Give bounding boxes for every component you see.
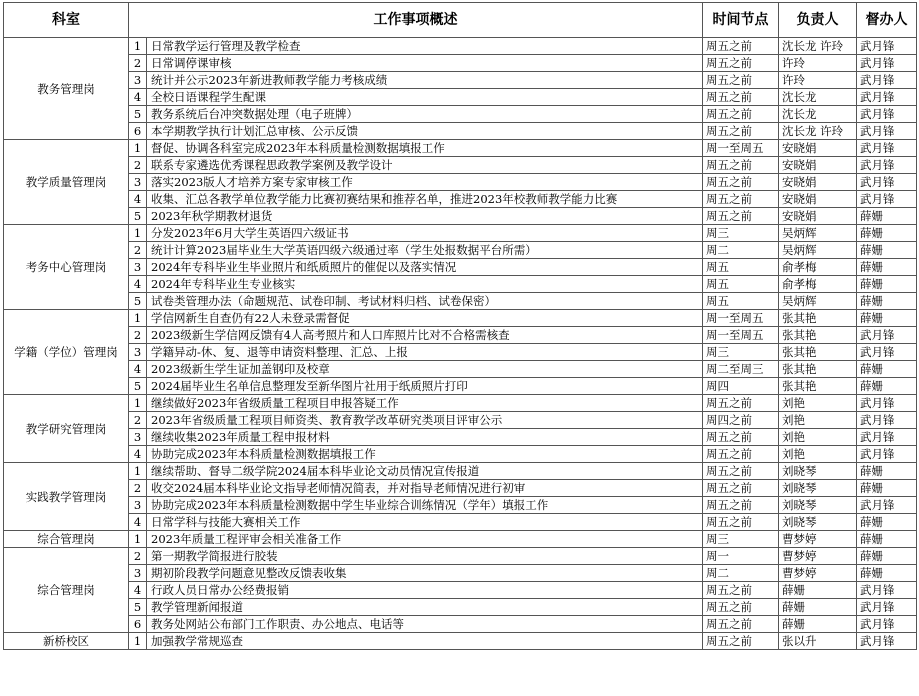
time-node: 周五之前: [703, 174, 779, 191]
row-number: 2: [129, 480, 147, 497]
task-description: 统计并公示2023年新进教师教学能力考核成绩: [147, 72, 703, 89]
time-node: 周二: [703, 565, 779, 582]
owner-name: 曹梦婷: [779, 565, 857, 582]
row-number: 4: [129, 514, 147, 531]
time-node: 周三: [703, 531, 779, 548]
owner-name: 刘晓琴: [779, 463, 857, 480]
supervisor-name: 武月锋: [857, 429, 917, 446]
supervisor-name: 武月锋: [857, 38, 917, 55]
supervisor-name: 薛姗: [857, 242, 917, 259]
table-row: [4, 89, 917, 106]
table-row: [4, 480, 917, 497]
time-node: 周五之前: [703, 497, 779, 514]
table-row: [4, 225, 917, 242]
row-number: 2: [129, 55, 147, 72]
row-number: 3: [129, 259, 147, 276]
owner-name: 沈长龙 许玲: [779, 123, 857, 140]
owner-name: 刘艳: [779, 412, 857, 429]
supervisor-name: 薛姗: [857, 276, 917, 293]
dept-cell: 学籍（学位）管理岗: [4, 310, 129, 395]
time-node: 周二: [703, 242, 779, 259]
task-description: 继续收集2023年质量工程申报材料: [147, 429, 703, 446]
row-number: 3: [129, 344, 147, 361]
supervisor-name: 武月锋: [857, 191, 917, 208]
table-row: [4, 429, 917, 446]
row-number: 5: [129, 106, 147, 123]
table-row: [4, 582, 917, 599]
task-description: 2023级新生学生证加盖钢印及校章: [147, 361, 703, 378]
task-description: 2023级新生学信网反馈有4人高考照片和人口库照片比对不合格需核查: [147, 327, 703, 344]
supervisor-name: 武月锋: [857, 72, 917, 89]
time-node: 周五之前: [703, 123, 779, 140]
supervisor-name: 武月锋: [857, 446, 917, 463]
owner-name: 俞孝梅: [779, 276, 857, 293]
table-row: [4, 548, 917, 565]
supervisor-name: 武月锋: [857, 344, 917, 361]
row-number: 1: [129, 310, 147, 327]
table-row: [4, 412, 917, 429]
owner-name: 俞孝梅: [779, 259, 857, 276]
row-number: 3: [129, 429, 147, 446]
owner-name: 刘晓琴: [779, 497, 857, 514]
table-row: [4, 38, 917, 55]
table-row: [4, 378, 917, 395]
task-description: 教务处网站公布部门工作职责、办公地点、电话等: [147, 616, 703, 633]
owner-name: 许玲: [779, 55, 857, 72]
table-row: [4, 276, 917, 293]
time-node: 周五之前: [703, 633, 779, 650]
table-row: [4, 616, 917, 633]
table-body: [4, 38, 917, 650]
header-supervisor: 督办人: [857, 3, 917, 38]
task-description: 全校日语课程学生配课: [147, 89, 703, 106]
owner-name: 安晓娟: [779, 191, 857, 208]
task-description: 试卷类管理办法（命题规范、试卷印制、考试材料归档、试卷保密）: [147, 293, 703, 310]
table-row: [4, 497, 917, 514]
row-number: 2: [129, 242, 147, 259]
supervisor-name: 武月锋: [857, 616, 917, 633]
row-number: 2: [129, 548, 147, 565]
time-node: 周五之前: [703, 582, 779, 599]
table-row: [4, 293, 917, 310]
row-number: 2: [129, 412, 147, 429]
table-row: [4, 531, 917, 548]
time-node: 周五之前: [703, 191, 779, 208]
time-node: 周五之前: [703, 106, 779, 123]
table-row: [4, 123, 917, 140]
time-node: 周五之前: [703, 38, 779, 55]
task-description: 日常教学运行管理及教学检查: [147, 38, 703, 55]
task-description: 2023年省级质量工程项目师资类、教育教学改革研究类项目评审公示: [147, 412, 703, 429]
owner-name: 薛姗: [779, 616, 857, 633]
table-row: [4, 259, 917, 276]
row-number: 4: [129, 582, 147, 599]
time-node: 周三: [703, 225, 779, 242]
time-node: 周一至周五: [703, 327, 779, 344]
dept-cell: 综合管理岗: [4, 531, 129, 548]
row-number: 1: [129, 225, 147, 242]
owner-name: 薛姗: [779, 582, 857, 599]
dept-cell: 教学研究管理岗: [4, 395, 129, 463]
header-dept: 科室: [4, 3, 129, 38]
table-row: [4, 633, 917, 650]
task-description: 第一期教学简报进行胶装: [147, 548, 703, 565]
task-description: 协助完成2023年本科质量检测数据填报工作: [147, 446, 703, 463]
supervisor-name: 薛姗: [857, 310, 917, 327]
owner-name: 沈长龙 许玲: [779, 38, 857, 55]
owner-name: 安晓娟: [779, 174, 857, 191]
time-node: 周五之前: [703, 599, 779, 616]
owner-name: 张其艳: [779, 327, 857, 344]
row-number: 1: [129, 395, 147, 412]
owner-name: 刘艳: [779, 429, 857, 446]
row-number: 2: [129, 157, 147, 174]
table-row: [4, 157, 917, 174]
supervisor-name: 武月锋: [857, 633, 917, 650]
time-node: 周五之前: [703, 72, 779, 89]
task-description: 学信网新生自查仍有22人未登录需督促: [147, 310, 703, 327]
header-time: 时间节点: [703, 3, 779, 38]
owner-name: 张以升: [779, 633, 857, 650]
supervisor-name: 武月锋: [857, 174, 917, 191]
task-description: 2023年秋学期教材退货: [147, 208, 703, 225]
table-row: [4, 106, 917, 123]
task-description: 2024年专科毕业生毕业照片和纸质照片的催促以及落实情况: [147, 259, 703, 276]
task-description: 学籍异动-休、复、退等申请资料整理、汇总、上报: [147, 344, 703, 361]
row-number: 1: [129, 38, 147, 55]
time-node: 周五之前: [703, 157, 779, 174]
row-number: 2: [129, 327, 147, 344]
row-number: 6: [129, 123, 147, 140]
task-description: 2024年专科毕业生专业核实: [147, 276, 703, 293]
task-description: 督促、协调各科室完成2023年本科质量检测数据填报工作: [147, 140, 703, 157]
task-description: 期初阶段教学问题意见整改反馈表收集: [147, 565, 703, 582]
task-description: 收交2024届本科毕业论文指导老师情况简表，并对指导老师情况进行初审: [147, 480, 703, 497]
task-description: 统计计算2023届毕业生大学英语四级六级通过率（学生处报数据平台所需）: [147, 242, 703, 259]
table-row: [4, 599, 917, 616]
row-number: 4: [129, 361, 147, 378]
supervisor-name: 薛姗: [857, 361, 917, 378]
owner-name: 安晓娟: [779, 157, 857, 174]
dept-cell: 教务管理岗: [4, 38, 129, 140]
owner-name: 薛姗: [779, 599, 857, 616]
row-number: 5: [129, 599, 147, 616]
owner-name: 张其艳: [779, 378, 857, 395]
supervisor-name: 武月锋: [857, 55, 917, 72]
supervisor-name: 薛姗: [857, 225, 917, 242]
supervisor-name: 武月锋: [857, 327, 917, 344]
table-row: [4, 174, 917, 191]
row-number: 1: [129, 531, 147, 548]
time-node: 周五之前: [703, 446, 779, 463]
time-node: 周五之前: [703, 463, 779, 480]
table-row: [4, 55, 917, 72]
owner-name: 沈长龙: [779, 106, 857, 123]
owner-name: 沈长龙: [779, 89, 857, 106]
supervisor-name: 武月锋: [857, 395, 917, 412]
table-row: [4, 327, 917, 344]
owner-name: 刘晓琴: [779, 480, 857, 497]
supervisor-name: 薛姗: [857, 548, 917, 565]
owner-name: 刘晓琴: [779, 514, 857, 531]
time-node: 周五之前: [703, 55, 779, 72]
task-description: 落实2023版人才培养方案专家审核工作: [147, 174, 703, 191]
table-row: [4, 310, 917, 327]
row-number: 3: [129, 497, 147, 514]
owner-name: 吴炳辉: [779, 293, 857, 310]
task-description: 分发2023年6月大学生英语四六级证书: [147, 225, 703, 242]
owner-name: 安晓娟: [779, 208, 857, 225]
task-description: 收集、汇总各教学单位教学能力比赛初赛结果和推荐名单，推进2023年校教师教学能力比赛: [147, 191, 703, 208]
table-row: [4, 344, 917, 361]
supervisor-name: 薛姗: [857, 378, 917, 395]
task-description: 加强教学常规巡查: [147, 633, 703, 650]
dept-cell: 新桥校区: [4, 633, 129, 650]
owner-name: 刘艳: [779, 395, 857, 412]
row-number: 4: [129, 446, 147, 463]
task-description: 协助完成2023年本科质量检测数据中学生毕业综合训练情况（学年）填报工作: [147, 497, 703, 514]
owner-name: 许玲: [779, 72, 857, 89]
owner-name: 张其艳: [779, 310, 857, 327]
owner-name: 曹梦婷: [779, 548, 857, 565]
owner-name: 曹梦婷: [779, 531, 857, 548]
owner-name: 安晓娟: [779, 140, 857, 157]
dept-cell: 教学质量管理岗: [4, 140, 129, 225]
task-description: 本学期教学执行计划汇总审核、公示反馈: [147, 123, 703, 140]
time-node: 周五之前: [703, 89, 779, 106]
task-description: 教务系统后台冲突数据处理（电子班牌）: [147, 106, 703, 123]
table-row: [4, 140, 917, 157]
time-node: 周五: [703, 259, 779, 276]
table-row: [4, 463, 917, 480]
owner-name: 张其艳: [779, 361, 857, 378]
row-number: 4: [129, 191, 147, 208]
task-description: 继续帮助、督导二级学院2024届本科毕业论文动员情况宣传报道: [147, 463, 703, 480]
row-number: 4: [129, 276, 147, 293]
task-description: 教学管理新闻报道: [147, 599, 703, 616]
time-node: 周三: [703, 344, 779, 361]
time-node: 周一: [703, 548, 779, 565]
row-number: 3: [129, 72, 147, 89]
supervisor-name: 武月锋: [857, 123, 917, 140]
time-node: 周四之前: [703, 412, 779, 429]
task-description: 日常调停课审核: [147, 55, 703, 72]
dept-cell: 综合管理岗: [4, 548, 129, 633]
header-task: 工作事项概述: [129, 3, 703, 38]
supervisor-name: 薛姗: [857, 293, 917, 310]
task-description: 2024届毕业生名单信息整理发至新华图片社用于纸质照片打印: [147, 378, 703, 395]
supervisor-name: 武月锋: [857, 157, 917, 174]
supervisor-name: 薛姗: [857, 565, 917, 582]
work-plan-table: [3, 2, 917, 650]
supervisor-name: 武月锋: [857, 582, 917, 599]
header-row: [4, 3, 917, 38]
supervisor-name: 薛姗: [857, 463, 917, 480]
supervisor-name: 薛姗: [857, 259, 917, 276]
owner-name: 吴炳辉: [779, 242, 857, 259]
row-number: 1: [129, 140, 147, 157]
row-number: 3: [129, 174, 147, 191]
supervisor-name: 武月锋: [857, 140, 917, 157]
supervisor-name: 武月锋: [857, 497, 917, 514]
row-number: 3: [129, 565, 147, 582]
table-row: [4, 191, 917, 208]
supervisor-name: 薛姗: [857, 531, 917, 548]
time-node: 周五之前: [703, 480, 779, 497]
dept-cell: 实践教学管理岗: [4, 463, 129, 531]
table-row: [4, 361, 917, 378]
task-description: 继续做好2023年省级质量工程项目申报答疑工作: [147, 395, 703, 412]
owner-name: 吴炳辉: [779, 225, 857, 242]
supervisor-name: 武月锋: [857, 89, 917, 106]
row-number: 6: [129, 616, 147, 633]
task-description: 行政人员日常办公经费报销: [147, 582, 703, 599]
row-number: 1: [129, 463, 147, 480]
table-row: [4, 242, 917, 259]
owner-name: 张其艳: [779, 344, 857, 361]
row-number: 4: [129, 89, 147, 106]
time-node: 周五之前: [703, 514, 779, 531]
owner-name: 刘艳: [779, 446, 857, 463]
row-number: 1: [129, 633, 147, 650]
row-number: 5: [129, 208, 147, 225]
time-node: 周一至周五: [703, 310, 779, 327]
table-row: [4, 446, 917, 463]
time-node: 周五之前: [703, 395, 779, 412]
table-row: [4, 395, 917, 412]
task-description: 联系专家遴选优秀课程思政教学案例及教学设计: [147, 157, 703, 174]
supervisor-name: 薛姗: [857, 208, 917, 225]
row-number: 5: [129, 378, 147, 395]
time-node: 周五: [703, 293, 779, 310]
time-node: 周五之前: [703, 208, 779, 225]
supervisor-name: 薛姗: [857, 480, 917, 497]
time-node: 周五之前: [703, 429, 779, 446]
table-row: [4, 565, 917, 582]
table-row: [4, 72, 917, 89]
supervisor-name: 薛姗: [857, 514, 917, 531]
time-node: 周五之前: [703, 616, 779, 633]
supervisor-name: 武月锋: [857, 106, 917, 123]
dept-cell: 考务中心管理岗: [4, 225, 129, 310]
time-node: 周二至周三: [703, 361, 779, 378]
task-description: 2023年质量工程评审会相关准备工作: [147, 531, 703, 548]
time-node: 周五: [703, 276, 779, 293]
supervisor-name: 武月锋: [857, 412, 917, 429]
time-node: 周一至周五: [703, 140, 779, 157]
time-node: 周四: [703, 378, 779, 395]
table-row: [4, 514, 917, 531]
supervisor-name: 武月锋: [857, 599, 917, 616]
row-number: 5: [129, 293, 147, 310]
table-row: [4, 208, 917, 225]
task-description: 日常学科与技能大赛相关工作: [147, 514, 703, 531]
header-owner: 负责人: [779, 3, 857, 38]
